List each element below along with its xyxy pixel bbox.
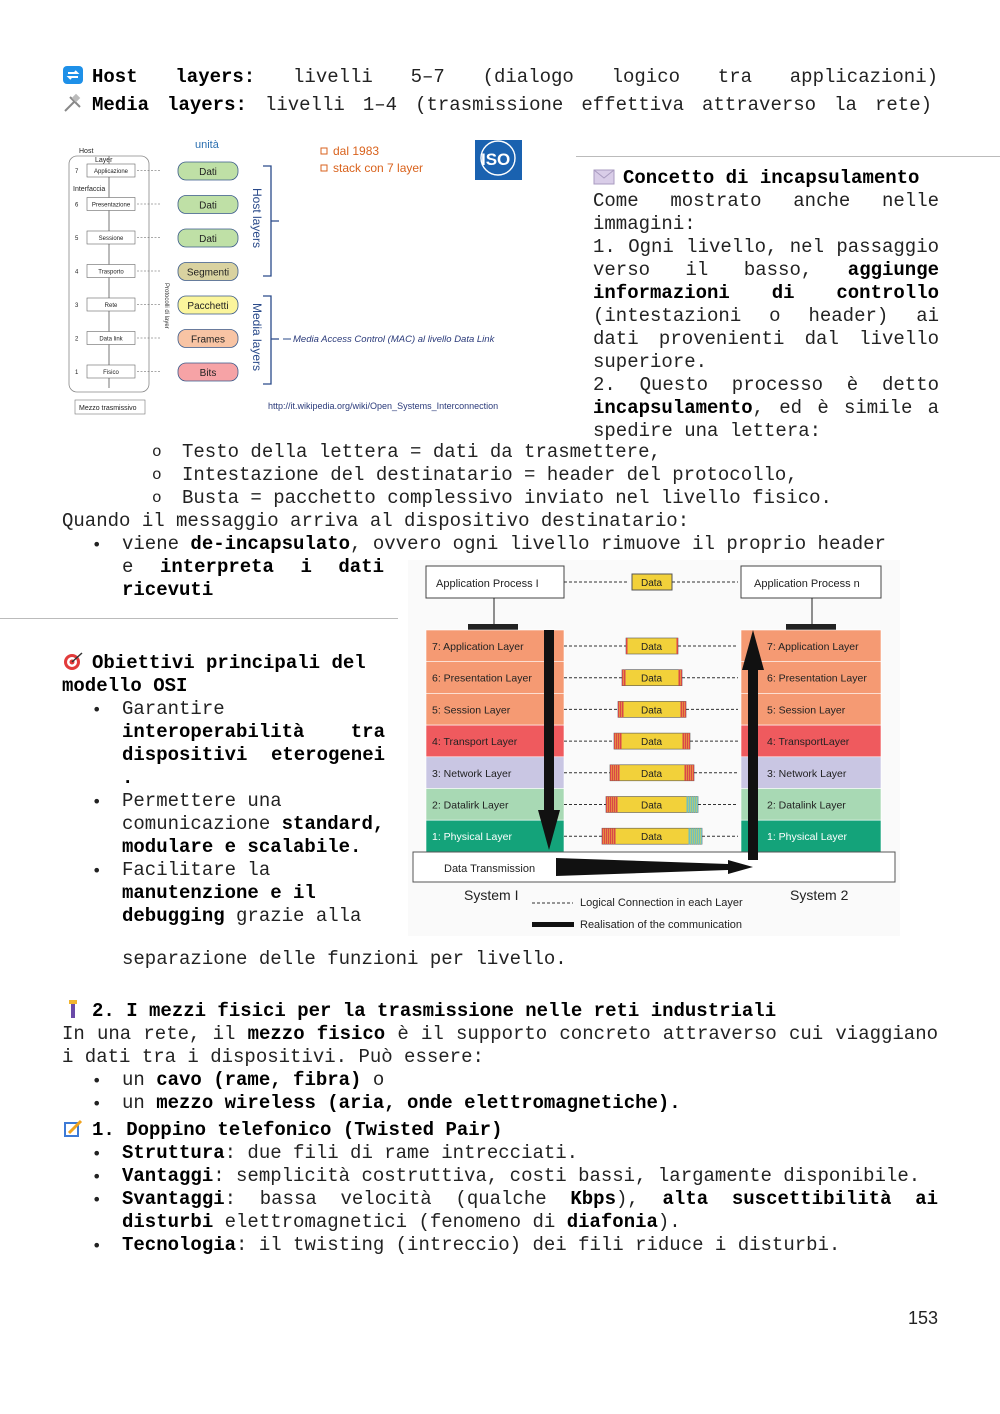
host-layers-label: Host layers: [92,66,256,88]
host-layers-line [62,65,938,89]
header-stripe [612,765,614,781]
obiettivi-cont: separazione delle funzioni per livello. [122,948,567,970]
trailer-stripe [695,828,697,844]
right-layer-label: 5: Session Layer [767,704,846,717]
divider-right [576,156,1000,157]
left-layer-label: 4: Transport Layer [432,736,518,749]
trailer-stripe [687,797,689,813]
fig1-unit-label: Bits [199,368,217,379]
left-layer-label: 1: Physical Layer [432,831,512,844]
trailer-stripe [689,733,691,749]
fig1-url: http://it.wikipedia.org/wiki/Open_Systems_Interconnection [268,401,499,411]
satellite-icon [62,93,84,113]
trailer-stripe [689,828,691,844]
media-layers-line [62,93,932,117]
trailer-stripe [699,828,701,844]
deincaps-cont: e interpreta i dati ricevuti [122,556,384,601]
lettera-item: o Busta = pacchetto complessivo inviato nel livello fisico. [62,487,938,510]
legend-logical: Logical Connection in each Layer [580,897,743,909]
right-layer-label: 2: Datalink Layer [767,799,846,812]
top-data-label: Data [641,578,663,589]
fig1-unit-label: Dati [199,167,217,178]
trailer-stripe [701,828,703,844]
doppino-vantaggi: • Vantaggi: semplicità costruttiva, costi bassi, largamente disponibile. [62,1165,938,1188]
fig1-note1: dal 1983 [333,144,380,158]
media-layers-label: Media layers: [92,94,247,116]
header-stripe [626,638,628,654]
mezzi-paragraph: In una rete, il mezzo fisico è il supporto concreto attraverso cui viaggiano i dati tra i dispositivi. Può essere: [62,1023,939,1068]
fig1-layer-name: Fisico [103,370,119,376]
notepad-icon [62,1118,84,1138]
system-1-label: System I [464,887,519,903]
trailer-stripe [697,797,699,813]
app-process-n-label: Application Process n [754,578,860,590]
trailer-stripe [691,828,693,844]
trailer-stripe [693,828,695,844]
trailer-stripe [693,797,695,813]
incapsulamento-p3: 2. Questo processo è detto incapsulamento, ed è simile a spedire una lettera: [593,374,939,442]
doppino-struttura: • Struttura: due fili di rame intrecciati. [62,1142,938,1165]
right-layer-label: 4: TransportLayer [767,736,850,749]
doppino-svantaggi: • Svantaggi: bassa velocità (qualche Kbps), alta suscettibilità ai disturbi elettromagnetici (fenomeno di diafonia). [62,1188,938,1234]
fig1-interfaccia-label: Interfaccia [73,186,106,193]
data-core-label: Data [641,705,663,717]
fig1-layer-num: 6 [75,202,79,209]
obiettivi-title: Obiettivi principali del modello OSI [62,652,366,697]
header-stripe [602,828,604,844]
fig1-layer-num: 4 [75,269,79,276]
left-layer-label: 7: Application Layer [432,641,524,653]
trailer-stripe [677,638,679,654]
trailer-stripe [685,701,687,717]
fig1-note2-bullet [321,165,327,171]
page-number: 153 [907,1308,938,1328]
trailer-stripe [691,765,693,781]
header-stripe [620,701,622,717]
encapsulation-figure [408,560,900,936]
trailer-stripe [679,670,681,686]
fig1-layer-name: Presentazione [91,202,131,209]
header-stripe [610,765,612,781]
incapsulamento-title: Concetto di incapsulamento [593,167,939,190]
header-stripe [610,797,612,813]
header-stripe [610,828,612,844]
mezzo-item: • un mezzo wireless (aria, onde elettromagnetiche). [62,1092,938,1115]
obiettivo-item: • Facilitare la manutenzione e il debugging grazie alla [62,859,392,928]
trailer-stripe [697,828,699,844]
header-stripe [622,670,624,686]
iso-logo-text: ISO [481,150,511,169]
header-stripe [620,733,622,749]
arrive-text: Quando il messaggio arriva al dispositivo destinatario: [62,510,690,532]
data-core-label: Data [641,737,663,749]
trailer-stripe [683,733,685,749]
doppino-section [62,1118,938,1257]
divider-left [0,618,398,619]
legend-realisation: Realisation of the communication [580,919,743,931]
lettera-list [62,441,938,556]
fig1-layer-num: 1 [75,370,79,376]
trailer-stripe [685,733,687,749]
fig1-layer-num: 7 [75,169,79,175]
system-2-label: System 2 [790,887,849,903]
left-layer-label: 6: Presentation Layer [432,672,532,685]
fig1-unita-label: unità [195,139,219,151]
header-stripe [618,701,620,717]
fig1-note1-bullet [321,148,327,154]
header-stripe [614,828,616,844]
osi-stack-figure [65,138,545,418]
data-core-label: Data [641,673,663,685]
incapsulamento-section [593,167,939,443]
fig1-unit-label: Frames [191,334,225,346]
lettera-item: o Intestazione del destinatario = header del protocollo, [62,464,938,487]
doppino-title: 1. Doppino telefonico (Twisted Pair) [62,1118,938,1142]
deincaps-item: • viene de-incapsulato, ovvero ogni livello rimuove il proprio header [62,533,938,556]
obiettivo-item: • Garantire interoperabilità tra dispositivi eterogenei . [62,698,392,790]
header-stripe [624,670,626,686]
fig1-layer-label: Layer [95,157,113,164]
fig1-layer-num: 2 [75,336,79,343]
header-stripe [618,765,620,781]
media-layers-text: livelli 1–4 (trasmissione effettiva attraverso la rete) [264,94,932,116]
trailer-stripe [681,670,683,686]
trailer-stripe [695,797,697,813]
fig1-layer-name: Sessione [98,236,124,242]
header-stripe [608,797,610,813]
incapsulamento-p2: 1. Ogni livello, nel passaggio verso il basso, aggiunge informazioni di controllo (intestazioni o header) ai dati provenienti dal livello superiore. [593,236,940,373]
mezzo-item: • un cavo (rame, fibra) o [62,1069,938,1092]
trailer-stripe [685,765,687,781]
fig1-unit-label: Pacchetti [187,301,229,312]
repeat-icon [62,65,84,85]
obiettivi-section [62,651,392,928]
fig1-media-layers-label: Media layers [250,303,264,372]
header-stripe [612,828,614,844]
fig1-unit-label: Dati [199,234,217,245]
header-stripe [614,797,616,813]
doppino-tecnologia: • Tecnologia: il twisting (intreccio) dei fili riduce i disturbi. [62,1234,938,1257]
fig1-host-label: Host [79,148,94,155]
host-layers-text: livelli 5–7 (dialogo logico tra applicazioni) [293,66,939,88]
header-stripe [606,797,608,813]
right-layer-label: 7: Application Layer [767,641,859,653]
fig1-media-brace [263,296,279,384]
obiettivo-item: • Permettere una comunicazione standard, modulare e scalabile. [62,790,392,859]
mezzi-section [62,999,938,1115]
left-layer-label: 2: Datalirk Layer [432,799,509,812]
header-stripe [612,797,614,813]
antenna-icon [62,999,84,1019]
trailer-stripe [687,733,689,749]
envelope-icon [593,168,615,188]
header-stripe [616,733,618,749]
fig1-layer-num: 3 [75,303,79,309]
right-layer-label: 1: Physical Layer [767,831,847,844]
incapsulamento-p1: Come mostrato anche nelle immagini: [593,190,939,235]
left-layer-label: 3: Network Layer [432,767,512,780]
fig1-mac-note: Media Access Control (MAC) al livello Data Link [293,334,495,345]
fig1-layer-name: Rete [104,303,118,309]
fig1-unit-label: Segmenti [186,267,230,279]
left-layer-label: 5: Session Layer [432,704,511,717]
fig1-host-brace [263,166,279,276]
app-process-1-label: Application Process I [436,578,539,590]
fig1-host-layers-label: Host layers [250,188,264,249]
header-stripe [604,828,606,844]
data-core-label: Data [641,832,663,844]
trailer-stripe [689,765,691,781]
fig1-mezzo-label: Mezzo trasmissivo [79,405,137,412]
fig1-layer-name: Applicazione [93,169,129,175]
header-stripe [622,701,624,717]
trailer-stripe [683,701,685,717]
header-stripe [618,733,620,749]
mezzi-title: 2. I mezzi fisici per la trasmissione nelle reti industriali [62,999,938,1023]
header-stripe [616,765,618,781]
header-stripe [606,828,608,844]
header-stripe [614,733,616,749]
data-transmission-label: Data Transmission [444,863,536,875]
trailer-stripe [687,765,689,781]
fig1-note2: stack con 7 layer [333,161,424,175]
fig1-layer-name: Trasporto [98,269,124,276]
trailer-stripe [681,701,683,717]
right-layer-label: 6: Presentation Layer [767,672,867,685]
fig1-layer-num: 5 [75,236,79,242]
data-core-label: Data [641,768,663,780]
header-stripe [608,828,610,844]
trailer-stripe [689,797,691,813]
data-core-label: Data [641,642,663,653]
data-core-label: Data [641,800,663,812]
target-icon [62,651,84,671]
header-stripe [614,765,616,781]
lettera-item: o Testo della lettera = dati da trasmettere, [62,441,938,464]
fig1-unit-label: Dati [199,200,217,212]
fig1-protocolli-label: Protocolli di layer [163,283,169,329]
trailer-stripe [693,765,695,781]
fig1-layer-name: Data link [99,336,123,343]
right-layer-label: 3: Network Layer [767,767,847,780]
trailer-stripe [691,797,693,813]
header-stripe [616,797,618,813]
